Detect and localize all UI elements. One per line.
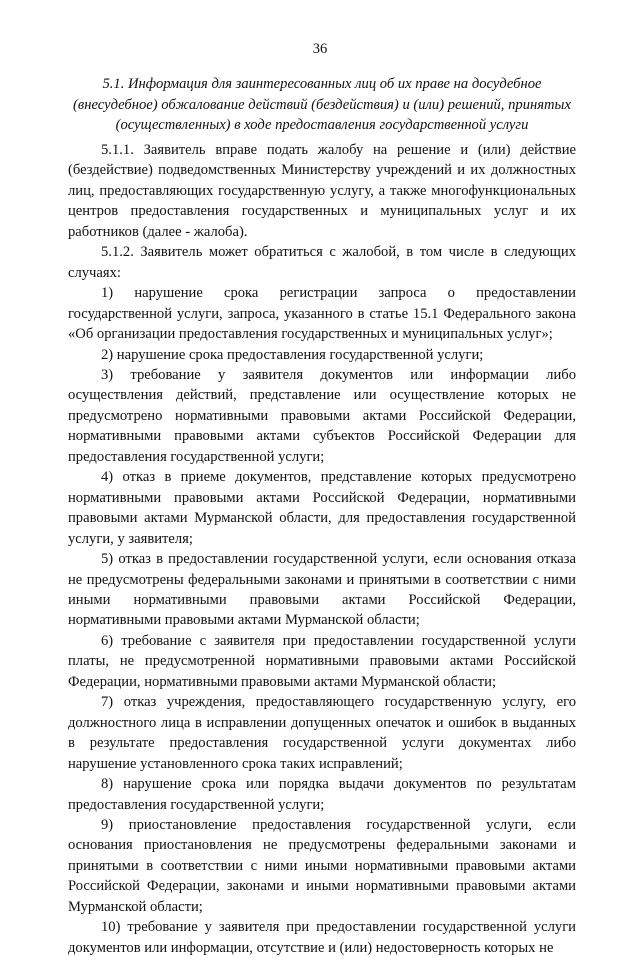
list-item-2: 2) нарушение срока предоставления государственной услуги; (101, 346, 484, 363)
body-text (68, 140, 576, 958)
list-item-8: 8) нарушение срока или порядка выдачи документов по результатам предоставления государственной услуги; (68, 776, 576, 813)
list-item-4: 4) отказ в приеме документов, представление которых предусмотрено нормативными правовыми актами Российской Федерации, нормативными правовыми актами Мурманской области, для предоставления государственной услуги, у заявителя; (68, 469, 576, 547)
paragraph-5-1-1: 5.1.1. Заявитель вправе подать жалобу на решение и (или) действие (бездействие) подведомственных Министерству учреждений и их должностных лиц, предоставляющих государственную услугу, а также многофункциональных центров предоставления государственных и муниципальных услуг и их работников (далее - жалоба). (68, 142, 576, 240)
list-item-1: 1) нарушение срока регистрации запроса о предоставлении государственной услуги, запроса, указанного в статье 15.1 Федерального закона «Об организации предоставления государственных и муниципальных услуг»; (68, 285, 576, 343)
list-item-10: 10) требование у заявителя при предоставлении государственной услуги документов или информации, отсутствие и (или) недостоверность которых не (68, 919, 576, 956)
list-item-6: 6) требование с заявителя при предоставлении государственной услуги платы, не предусмотренной нормативными правовыми актами Российской Федерации, нормативными правовыми актами Мурманской области; (68, 632, 576, 690)
list-item-3: 3) требование у заявителя документов или информации либо осуществления действий, представление или осуществление которых не предусмотрено нормативными правовыми актами Российской Федерации, нормативными правовыми актами субъектов Российской Федерации для предоставления государственной услуги; (68, 366, 576, 465)
page-number: 36 (312, 41, 328, 57)
list-item-7: 7) отказ учреждения, предоставляющего государственную услугу, его должностного лица в исправлении допущенных опечаток и ошибок в выданных в результате предоставления государственной услуги документах либо нарушение установленного срока таких исправлений; (68, 694, 576, 772)
section-title: 5.1. Информация для заинтересованных лиц об их праве на досудебное (внесудебное) обжалование действий (бездействия) и (или) решений, принятых (осуществленных) в ходе предоставления государственной услуги (73, 76, 571, 133)
list-item-9: 9) приостановление предоставления государственной услуги, если основания приостановления не предусмотрены федеральными законами и принятыми в соответствии с ними иными нормативными правовыми актами Российской Федерации, законами и иными нормативными правовыми актами Мурманской области; (68, 816, 576, 915)
list-item-5: 5) отказ в предоставлении государственной услуги, если основания отказа не предусмотрены федеральными законами и принятыми в соответствии с ними иными нормативными правовыми актами Российской Федерации, нормативными правовыми актами Мурманской области; (68, 551, 576, 629)
paragraph-5-1-2: 5.1.2. Заявитель может обратиться с жалобой, в том числе в следующих случаях: (68, 244, 576, 281)
